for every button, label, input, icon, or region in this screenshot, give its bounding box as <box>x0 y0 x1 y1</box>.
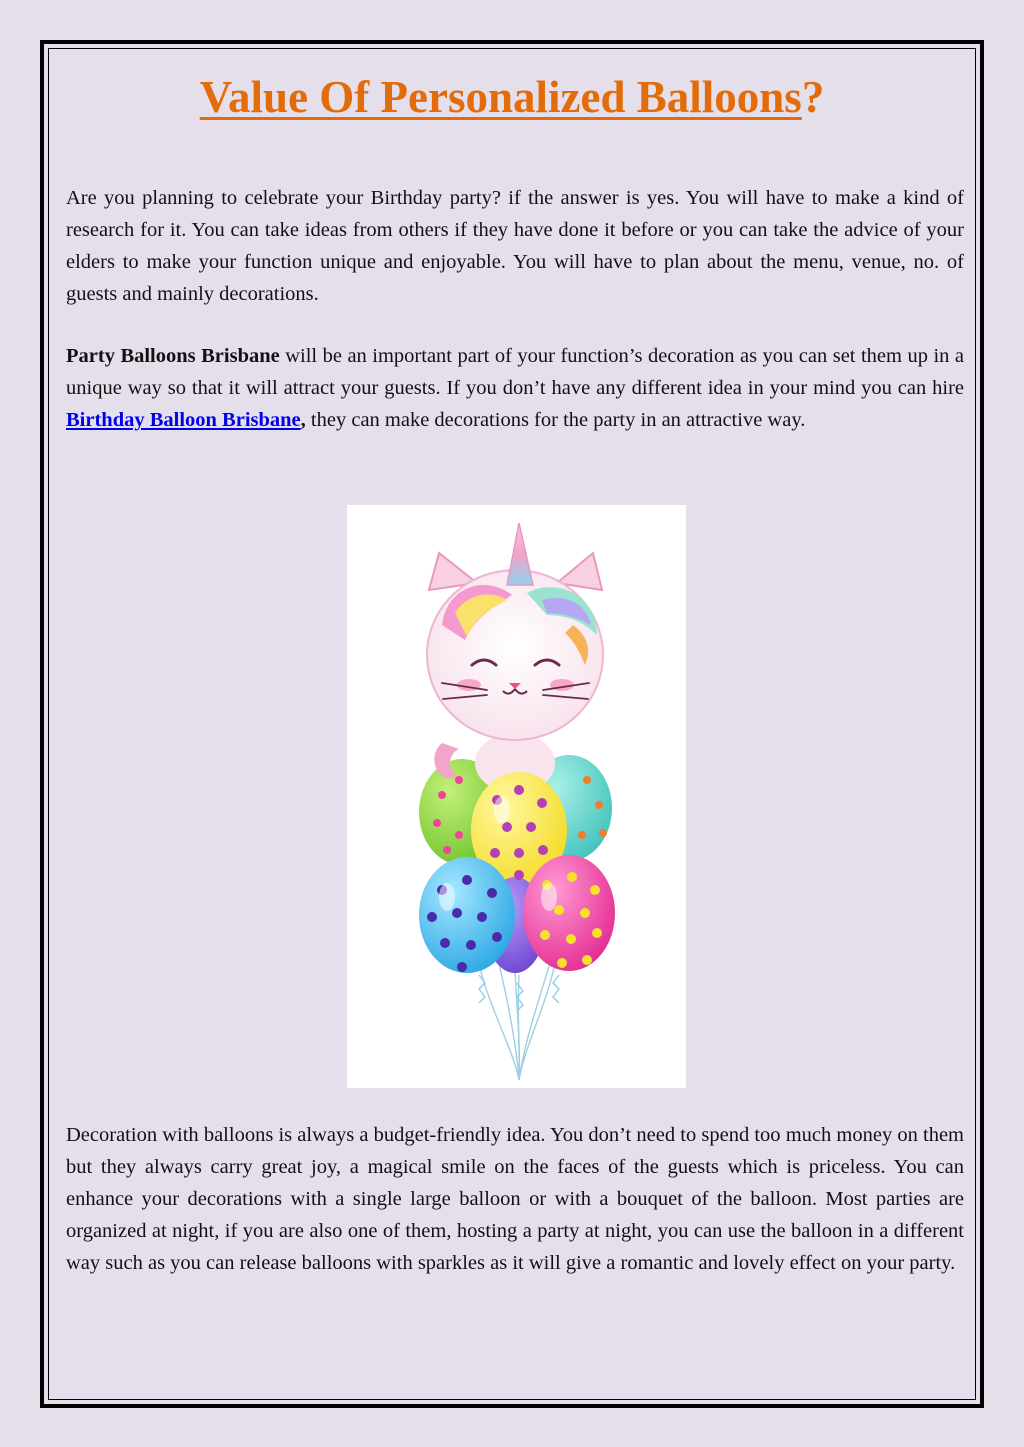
paragraph-text-b: they can make decorations for the party in an attractive way. <box>305 409 806 431</box>
title-question-mark: ? <box>801 72 825 122</box>
title-text: Value Of Personalized Balloons <box>199 72 802 122</box>
caticorn-balloon-bouquet-image <box>347 505 686 1088</box>
balloon-illustration <box>347 505 686 1088</box>
page-inner-border <box>48 48 976 1400</box>
paragraph-text-a: will be an important part of your function’s decoration as you can set them up in a unique way so that it will attract your guests. If you don’t have any different idea in your mind you can hire <box>66 345 964 399</box>
birthday-balloon-brisbane-link[interactable]: Birthday Balloon Brisbane <box>66 409 301 431</box>
document-page <box>40 40 984 1408</box>
paragraph-party-balloons <box>66 340 964 436</box>
paragraph-intro: Are you planning to celebrate your Birthday party? if the answer is yes. You will have to make a kind of research for it. You can take ideas from others if they have done it before or you can take the advice of your elders to make your function unique and enjoyable. You will have to plan about the menu, venue, no. of guests and mainly decorations. <box>66 187 964 305</box>
party-balloons-brisbane-lead: Party Balloons Brisbane <box>66 345 280 367</box>
page-title <box>49 71 975 123</box>
link-comma: , <box>300 409 306 431</box>
paragraph-decoration: Decoration with balloons is always a budget-friendly idea. You don’t need to spend too much money on them but they always carry great joy, a magical smile on the faces of the guests which is priceless. You can enhance your decorations with a single large balloon or with a bouquet of the balloon. Most parties are organized at night, if you are also one of them, hosting a party at night, you can use the balloon in a different way such as you can release balloons with sparkles as it will give a romantic and lovely effect on your party. <box>66 1124 964 1274</box>
